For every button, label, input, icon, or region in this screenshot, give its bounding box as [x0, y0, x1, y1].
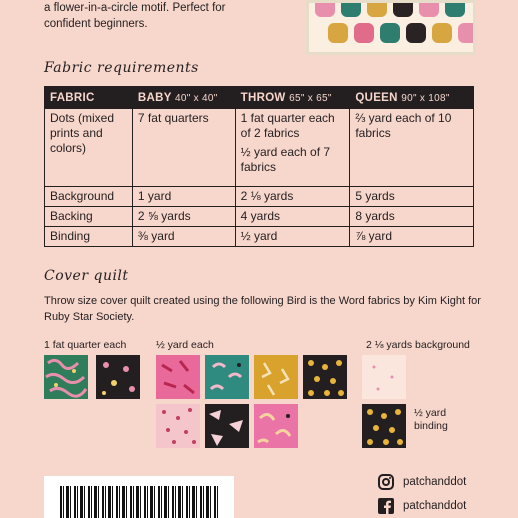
fabric-swatch-image — [156, 404, 200, 448]
fabric-swatch-image — [44, 355, 88, 399]
cell-fabric: Background — [45, 187, 133, 207]
binding-label: ½ yard binding — [414, 407, 448, 432]
fabric-swatch-image — [96, 355, 140, 399]
cell-queen: 5 yards — [350, 187, 474, 207]
cell-baby: 7 fat quarters — [132, 109, 235, 187]
barcode-bars — [60, 486, 218, 518]
cell-fabric: Binding — [45, 227, 133, 247]
cell-baby: ⅜ yard — [132, 227, 235, 247]
table-row — [45, 109, 474, 187]
half-yard-label: ½ yard each — [156, 339, 214, 351]
instagram-icon — [378, 474, 394, 490]
background-label: 2 ⅛ yards background — [366, 339, 470, 351]
fabric-swatch-image — [156, 355, 200, 399]
fat-quarter-label: 1 fat quarter each — [44, 339, 127, 351]
cell-throw: ½ yard — [235, 227, 350, 247]
facebook-icon — [378, 498, 394, 514]
facebook-handle: patchanddot — [403, 500, 467, 512]
intro-line-1: a flower-in-a-circle motif. Perfect for — [44, 2, 226, 14]
fabric-requirements-table — [44, 86, 474, 247]
intro-text — [44, 0, 284, 32]
instagram-handle: patchanddot — [403, 476, 467, 488]
cell-fabric: Backing — [45, 207, 133, 227]
cover-quilt-description: Throw size cover quilt created using the following Bird is the Word fabrics by Kim Kight for Ruby Star Society. — [44, 295, 481, 323]
fabric-swatch-image — [254, 355, 298, 399]
table-row — [45, 227, 474, 247]
col-header-fabric: FABRIC — [45, 87, 133, 109]
cell-queen: 8 yards — [350, 207, 474, 227]
table-row — [45, 207, 474, 227]
cell-baby: 1 yard — [132, 187, 235, 207]
cell-baby: 2 ⅝ yards — [132, 207, 235, 227]
fabric-swatch-image — [254, 404, 298, 448]
instagram-link[interactable] — [378, 474, 466, 490]
fabric-swatch-image — [303, 355, 347, 399]
quilt-thumbnail-image — [306, 0, 476, 55]
col-header-baby: BABY 40" x 40" — [132, 87, 235, 109]
cell-throw: 2 ⅛ yards — [235, 187, 350, 207]
barcode-image — [44, 476, 234, 518]
fabric-swatch-image — [362, 404, 406, 448]
fabric-swatch-image — [362, 355, 406, 399]
cell-queen: ⅔ yard each of 10 fabrics — [350, 109, 474, 187]
cell-throw: 1 fat quarter each of 2 fabrics ½ yard each of 7 fabrics — [235, 109, 350, 187]
fabric-swatch-image — [205, 355, 249, 399]
table-header-row — [45, 87, 474, 109]
cell-throw: 4 yards — [235, 207, 350, 227]
table-row — [45, 187, 474, 207]
fabric-swatch-image — [205, 404, 249, 448]
facebook-link[interactable] — [378, 498, 466, 514]
col-header-queen: QUEEN 90" x 108" — [350, 87, 474, 109]
cover-quilt-heading: Cover quilt — [44, 268, 129, 284]
cell-fabric: Dots (mixed prints and colors) — [45, 109, 133, 187]
cell-queen: ⅞ yard — [350, 227, 474, 247]
fabric-requirements-heading: Fabric requirements — [44, 60, 199, 76]
intro-line-2: confident beginners. — [44, 18, 148, 30]
col-header-throw: THROW 65" x 65" — [235, 87, 350, 109]
